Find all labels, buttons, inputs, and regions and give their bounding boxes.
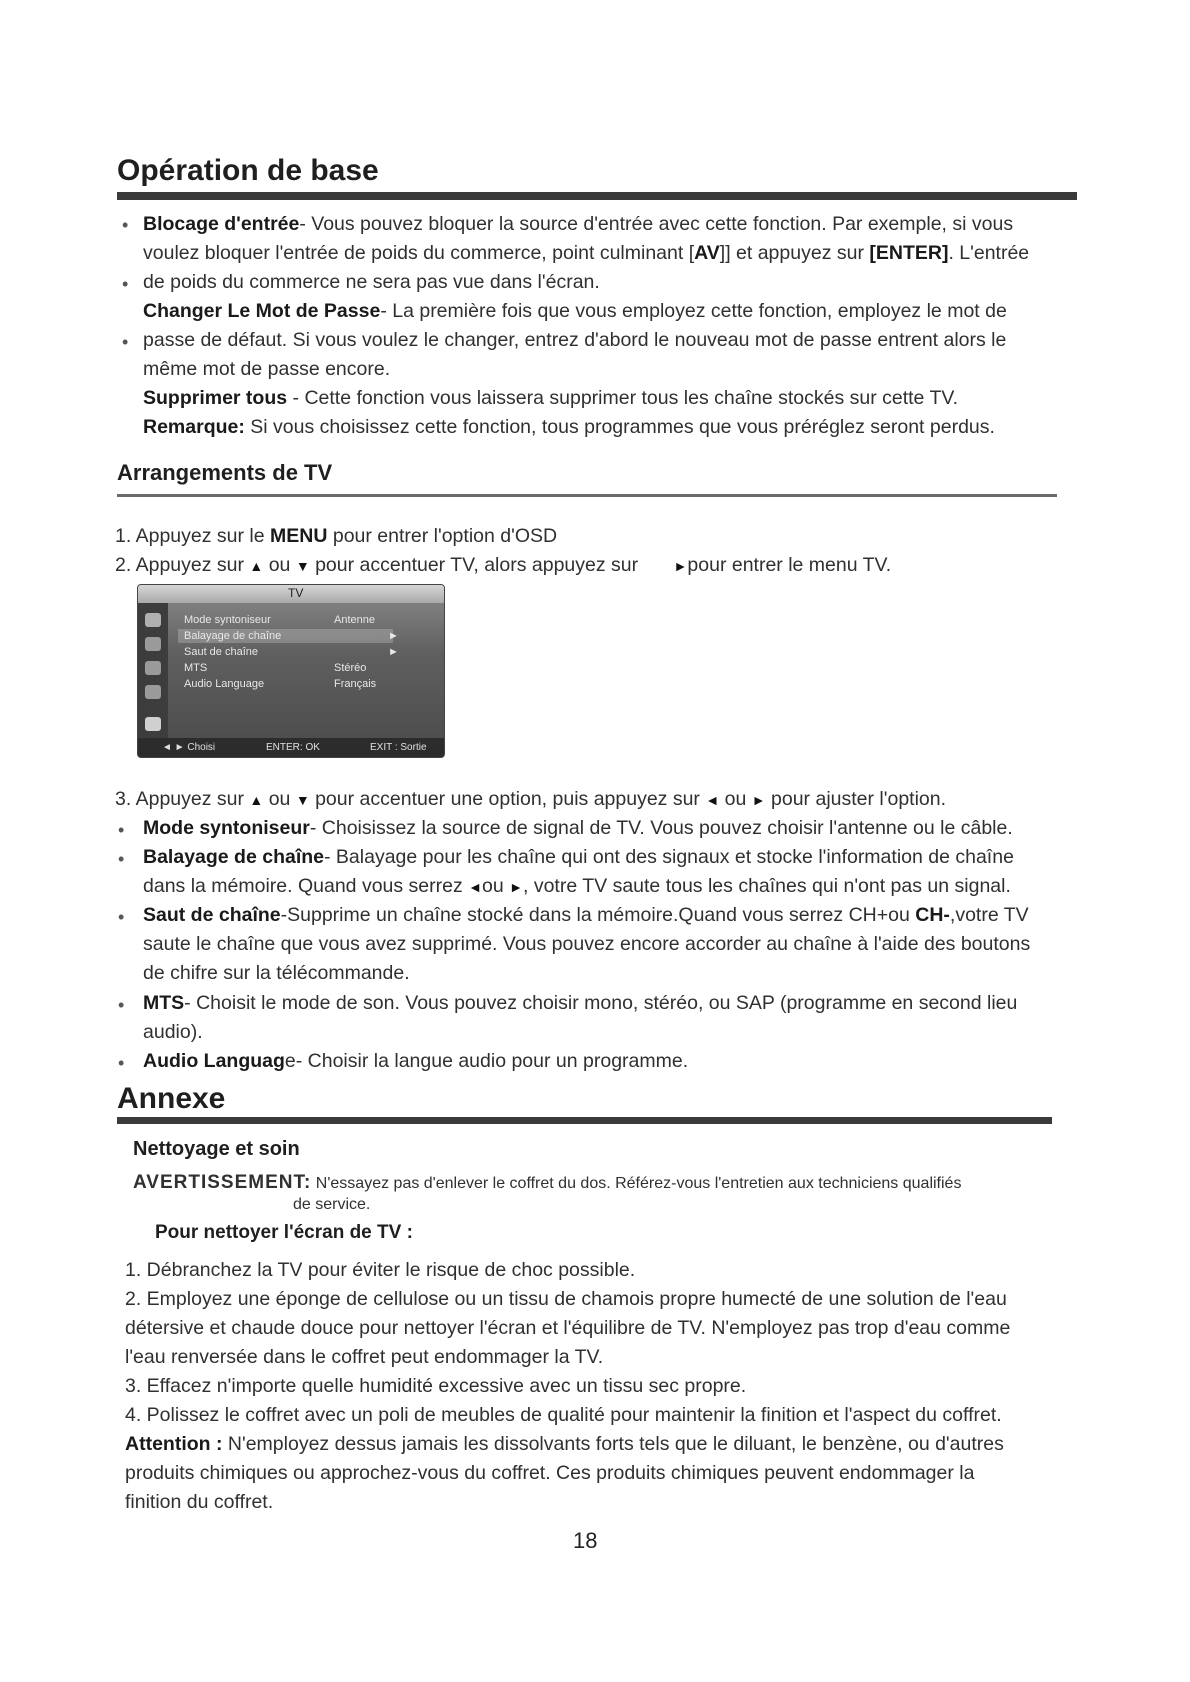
page-number: 18 bbox=[573, 1528, 598, 1553]
blocage-line-1: Blocage d'entrée- Vous pouvez bloquer la source d'entrée avec cette fonction. Par exemple, si vous bbox=[143, 213, 1014, 235]
picture-icon bbox=[145, 613, 161, 627]
clean-step-3: 3. Effacez n'importe quelle humidité excessive avec un tissu sec propre. bbox=[125, 1375, 747, 1397]
osd-footer-exit: EXIT : Sortie bbox=[370, 742, 427, 753]
down-arrow-icon: ▼ bbox=[295, 792, 310, 808]
subsection-screen: Pour nettoyer l'écran de TV : bbox=[155, 1222, 413, 1243]
attention-line-1: Attention : N'employez dessus jamais les dissolvants forts tels que le diluant, le benzène, ou d'autres bbox=[125, 1433, 1004, 1455]
mts-line-2: audio). bbox=[143, 1021, 203, 1043]
right-arrow-icon: ► bbox=[751, 792, 766, 808]
step-3: 3. Appuyez sur ▲ ou ▼ pour accentuer une option, puis appuyez sur ◄ ou ► pour ajuster l'option. bbox=[115, 788, 947, 810]
step-1: 1. Appuyez sur le MENU pour entrer l'option d'OSD bbox=[115, 525, 558, 547]
bullet: • bbox=[122, 215, 129, 235]
term-blocage: Blocage d'entrée bbox=[143, 213, 300, 235]
skip-line-1: Saut de chaîne-Supprime un chaîne stocké dans la mémoire.Quand vous serrez CH+ou CH-,votre TV bbox=[143, 904, 1029, 926]
bullet: • bbox=[118, 907, 125, 927]
osd-row-label: Audio Language bbox=[184, 678, 265, 690]
up-arrow-icon: ▲ bbox=[249, 558, 264, 574]
audio-language-line: Audio Language- Choisir la langue audio pour un programme. bbox=[143, 1050, 689, 1072]
password-line-1: Changer Le Mot de Passe- La première fois que vous employez cette fonction, employez le mot de bbox=[143, 300, 1007, 322]
osd-row-value: Antenne bbox=[334, 614, 375, 626]
warning-line-2: de service. bbox=[293, 1196, 371, 1213]
osd-row-label: MTS bbox=[184, 662, 208, 674]
osd-row-value: Stéréo bbox=[334, 662, 367, 674]
attention-line-2: produits chimiques ou approchez-vous du coffret. Ces produits chimiques peuvent endommager la bbox=[125, 1462, 975, 1484]
bullet: • bbox=[122, 274, 129, 294]
delete-all-line: Supprimer tous - Cette fonction vous laissera supprimer tous les chaîne stockés sur cette TV. bbox=[143, 387, 959, 409]
bullet: • bbox=[118, 849, 125, 869]
attention-line-3: finition du coffret. bbox=[125, 1491, 274, 1513]
osd-title: TV bbox=[288, 586, 304, 600]
scan-line-1: Balayage de chaîne- Balayage pour les chaîne qui ont des signaux et stocke l'information de chaîne bbox=[143, 846, 1014, 868]
clean-step-4: 4. Polissez le coffret avec un poli de meubles de qualité pour maintenir la finition et l'aspect du coffret. bbox=[125, 1404, 1002, 1426]
tuner-mode-line: Mode syntoniseur- Choisissez la source de signal de TV. Vous pouvez choisir l'antenne ou le câble. bbox=[143, 817, 1013, 839]
osd-row-label: Balayage de chaîne bbox=[184, 630, 282, 642]
skip-line-3: de chifre sur la télécommande. bbox=[143, 962, 410, 984]
clean-step-2a: 2. Employez une éponge de cellulose ou un tissu de chamois propre humecté de une solution de l'eau bbox=[125, 1288, 1007, 1310]
section-rule bbox=[117, 1117, 1052, 1124]
setup-icon bbox=[145, 685, 161, 699]
clean-step-2b: détersive et chaude douce pour nettoyer l'écran et l'équilibre de TV. N'employez pas trop d'eau comme bbox=[125, 1317, 1011, 1339]
right-arrow-icon: ► bbox=[673, 558, 688, 574]
remark-line: Remarque: Si vous choisissez cette fonction, tous programmes que vous préréglez seront perdus. bbox=[143, 416, 995, 438]
osd-row-label: Saut de chaîne bbox=[184, 646, 259, 658]
subsection-cleaning: Nettoyage et soin bbox=[133, 1138, 300, 1160]
sound-icon bbox=[145, 637, 161, 651]
osd-sidebar bbox=[138, 603, 168, 738]
warning-line-1: AVERTISSEMENT: N'essayez pas d'enlever le coffret du dos. Référez-vous l'entretien aux techniciens qualifiés bbox=[133, 1172, 962, 1193]
bullet: • bbox=[122, 332, 129, 352]
blocage-line-3: de poids du commerce ne sera pas vue dans l'écran. bbox=[143, 271, 600, 293]
osd-footer-enter: ENTER: OK bbox=[266, 742, 320, 753]
left-arrow-icon: ◄ bbox=[705, 792, 720, 808]
mts-line-1: MTS- Choisit le mode de son. Vous pouvez choisir mono, stéréo, ou SAP (programme en second lieu bbox=[143, 992, 1018, 1014]
blocage-line-2: voulez bloquer l'entrée de poids du commerce, point culminant [AV]] et appuyez sur [ENTER]. L'entrée bbox=[143, 242, 1030, 264]
time-icon bbox=[145, 661, 161, 675]
bullet: • bbox=[118, 1053, 125, 1073]
step-2: 2. Appuyez sur ▲ ou ▼ pour accentuer TV, alors appuyez sur ►pour entrer le menu TV. bbox=[115, 554, 892, 576]
bullet: • bbox=[118, 995, 125, 1015]
right-arrow-icon: ► bbox=[509, 879, 523, 895]
osd-row-value: ► bbox=[388, 630, 399, 642]
osd-row-value: Français bbox=[334, 678, 377, 690]
osd-row-label: Mode syntoniseur bbox=[184, 614, 271, 626]
left-arrow-icon: ◄ bbox=[468, 879, 483, 895]
down-arrow-icon: ▼ bbox=[295, 558, 310, 574]
section-rule bbox=[117, 494, 1057, 497]
section-title-operation: Opération de base bbox=[117, 154, 379, 187]
section-title-tv-settings: Arrangements de TV bbox=[117, 460, 333, 485]
skip-line-2: saute le chaîne que vous avez supprimé. Vous pouvez encore accorder au chaîne à l'aide des boutons bbox=[143, 933, 1031, 955]
up-arrow-icon: ▲ bbox=[249, 792, 264, 808]
scan-line-2: dans la mémoire. Quand vous serrez ◄ou ►, votre TV saute tous les chaînes qui n'ont pas un signal. bbox=[143, 875, 1011, 897]
clean-step-2c: l'eau renversée dans le coffret peut endommager la TV. bbox=[125, 1346, 604, 1368]
term-password: Changer Le Mot de Passe bbox=[143, 300, 381, 322]
section-rule bbox=[117, 192, 1077, 200]
password-line-2: passe de défaut. Si vous voulez le changer, entrez d'abord le nouveau mot de passe entrent alors le bbox=[143, 329, 1007, 351]
tv-osd-screenshot bbox=[137, 584, 445, 758]
osd-header bbox=[138, 585, 444, 603]
osd-row-value: ► bbox=[388, 646, 399, 658]
osd-footer bbox=[138, 738, 444, 757]
section-title-annexe: Annexe bbox=[117, 1082, 226, 1115]
bullet: • bbox=[118, 820, 125, 840]
osd-footer-choose: ◄ ► Choisi bbox=[162, 742, 216, 753]
clean-step-1: 1. Débranchez la TV pour éviter le risque de choc possible. bbox=[125, 1259, 636, 1281]
tv-icon bbox=[145, 717, 161, 731]
password-line-3: même mot de passe encore. bbox=[143, 358, 391, 380]
